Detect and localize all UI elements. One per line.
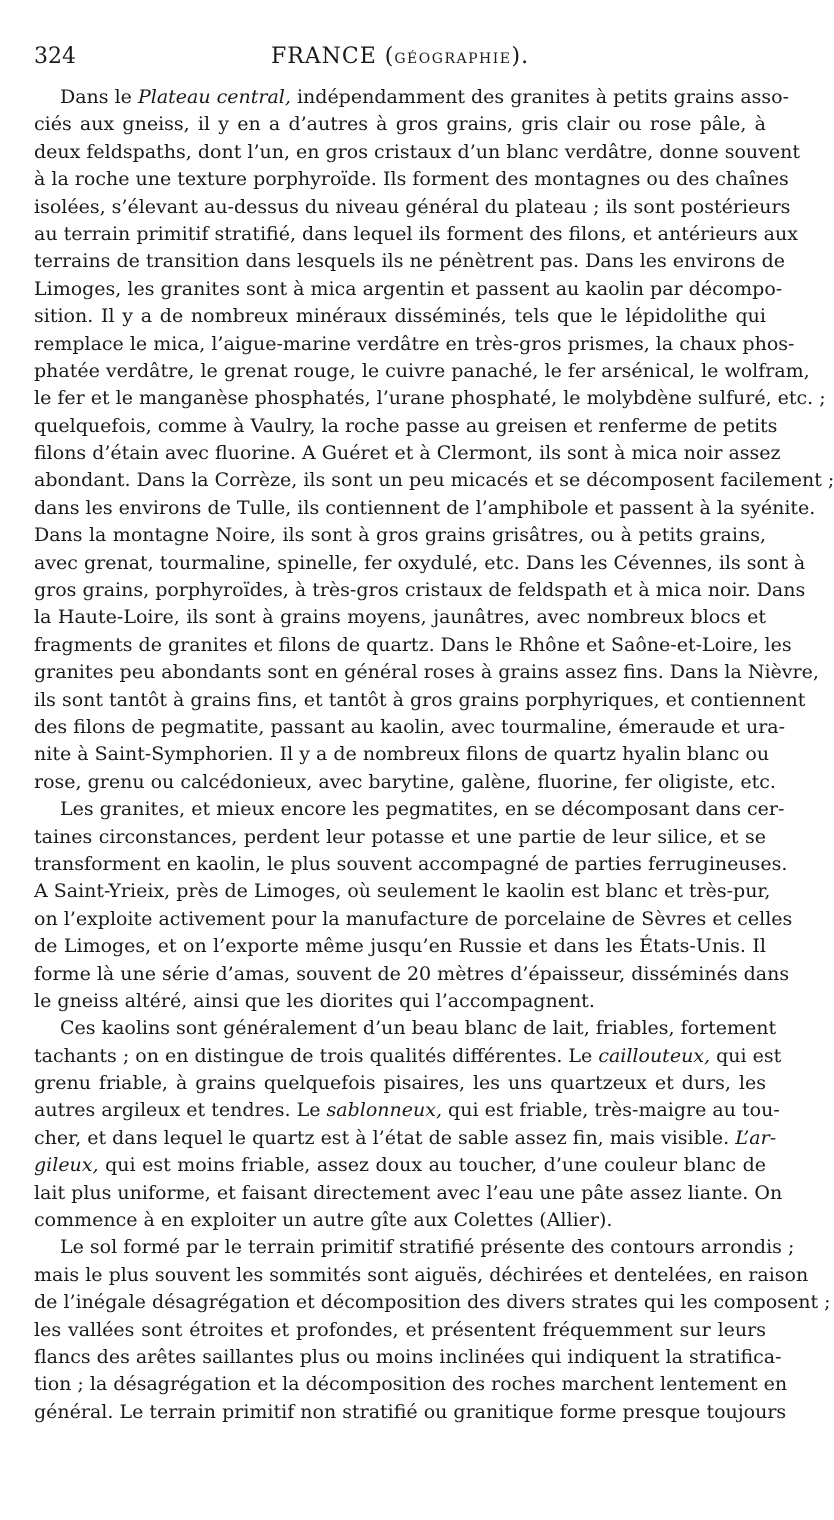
text-line <box>34 604 766 631</box>
text-segment: les vallées sont étroites et profondes, et présentent fréquemment sur leurs <box>34 1318 766 1341</box>
text-line <box>34 1262 809 1289</box>
running-head-subtitle: GÉOGRAPHIE <box>394 51 512 67</box>
text-segment: dans les environs de Tulle, ils contiennent de l’amphibole et passent à la syénite. <box>34 496 816 519</box>
text-segment: deux feldspaths, dont l’un, en gros cristaux d’un blanc verdâtre, donne souvent <box>34 140 800 163</box>
text-line <box>34 522 766 549</box>
italic-term: L’ar- <box>735 1126 777 1149</box>
text-segment: grenu friable, à grains quelquefois pisaires, les uns quartzeux et durs, les <box>34 1072 766 1095</box>
text-line <box>34 166 789 193</box>
text-line <box>34 111 766 138</box>
text-segment: avec grenat, tourmaline, spinelle, fer oxydulé, etc. Dans les Cévennes, ils sont à <box>34 551 806 574</box>
text-line <box>34 1043 782 1070</box>
text-segment: qui est <box>710 1044 782 1067</box>
text-segment: de l’inégale désagrégation et décomposition des divers strates qui les composent ; <box>34 1291 831 1314</box>
text-line <box>34 84 790 111</box>
italic-term: gileux, <box>34 1154 99 1177</box>
text-line <box>34 988 766 1015</box>
text-segment: général. Le terrain primitif non stratifié ou granitique forme presque toujours <box>34 1400 787 1423</box>
text-line <box>34 1125 777 1152</box>
text-line <box>34 1152 766 1179</box>
text-segment: tion ; la désagrégation et la décomposition des roches marchent lentement en <box>34 1373 788 1396</box>
text-line <box>34 741 770 768</box>
text-segment: autres argileux et tendres. Le <box>34 1099 327 1122</box>
text-line <box>34 714 786 741</box>
text-segment: le gneiss altéré, ainsi que les diorites qui l’accompagnent. <box>34 989 595 1012</box>
text-line <box>34 440 781 467</box>
page-header <box>34 44 766 78</box>
text-line <box>34 1097 780 1124</box>
text-segment: rose, grenu ou calcédonieux, avec barytine, galène, fluorine, fer oligiste, etc. <box>34 770 776 793</box>
text-segment: ciés aux gneiss, il y en a d’autres à gros grains, gris clair ou rose pâle, à <box>34 113 766 136</box>
text-line <box>34 769 776 796</box>
text-line <box>34 632 792 659</box>
text-segment: commence à en exploiter un autre gîte aux Colettes (Allier). <box>34 1209 613 1232</box>
text-segment: cher, et dans lequel le quartz est à l’état de sable assez fin, mais visible. <box>34 1126 736 1149</box>
text-line <box>34 1289 831 1316</box>
text-line <box>34 221 798 248</box>
text-line <box>34 139 800 166</box>
text-segment: des filons de pegmatite, passant au kaolin, avec tourmaline, émeraude et ura- <box>34 715 786 738</box>
running-head-title: FRANCE <box>270 44 377 69</box>
text-segment: terrains de transition dans lesquels ils ne pénètrent pas. Dans les environs de <box>34 250 786 273</box>
text-segment: gros grains, porphyroïdes, à très-gros cristaux de feldspath et à mica noir. Dans <box>34 579 806 602</box>
text-segment: isolées, s’élevant au-dessus du niveau général du plateau ; ils sont postérieurs <box>34 195 791 218</box>
text-line <box>34 331 795 358</box>
text-segment: quelquefois, comme à Vaulry, la roche passe au greisen et renferme de petits <box>34 414 778 437</box>
text-line <box>34 276 783 303</box>
text-segment: qui est friable, très-maigre au tou- <box>442 1099 780 1122</box>
text-line <box>34 194 791 221</box>
text-segment: taines circonstances, perdent leur potasse et une partie de leur silice, et se <box>34 825 766 848</box>
text-line <box>34 303 766 330</box>
text-segment: A Saint-Yrieix, près de Limoges, où seulement le kaolin est blanc et très-pur, <box>34 880 771 903</box>
text-line <box>34 1371 788 1398</box>
text-segment: forme là une série d’amas, souvent de 20 mètres d’épaisseur, disséminés dans <box>34 962 790 985</box>
text-segment: nite à Saint-Symphorien. Il y a de nombreux filons de quartz hyalin blanc ou <box>34 743 770 766</box>
text-segment: remplace le mica, l’aigue-marine verdâtre en très-gros prismes, la chaux phos- <box>34 332 795 355</box>
text-line <box>34 1070 766 1097</box>
text-segment: abondant. Dans la Corrèze, ils sont un peu micacés et se décomposent facilement ; <box>34 469 834 492</box>
text-segment: filons d’étain avec fluorine. A Guéret et à Clermont, ils sont à mica noir assez <box>34 442 781 465</box>
text-segment: la Haute-Loire, ils sont à grains moyens, jaunâtres, avec nombreux blocs et <box>34 606 766 629</box>
text-line <box>34 1399 787 1426</box>
text-segment: transforment en kaolin, le plus souvent accompagné de parties ferrugineuses. <box>34 852 788 875</box>
text-line <box>34 495 816 522</box>
page-number: 324 <box>34 44 76 69</box>
italic-term: caillouteux, <box>598 1044 711 1067</box>
text-segment: fragments de granites et filons de quartz. Dans le Rhône et Saône-et-Loire, les <box>34 633 792 656</box>
text-line <box>34 385 826 412</box>
text-line <box>34 824 766 851</box>
text-line <box>34 358 810 385</box>
text-line <box>34 1317 766 1344</box>
text-segment: mais le plus souvent les sommités sont aiguës, déchirées et dentelées, en raison <box>34 1263 809 1286</box>
body-text <box>34 84 834 1426</box>
text-segment: Le sol formé par le terrain primitif stratifié présente des contours arrondis ; <box>60 1236 795 1259</box>
text-segment: granites peu abondants sont en général roses à grains assez fins. Dans la Nièvre, <box>34 661 819 684</box>
text-line <box>34 467 834 494</box>
text-line <box>34 1015 777 1042</box>
text-segment: Les granites, et mieux encore les pegmatites, en se décomposant dans cer- <box>60 798 785 821</box>
text-segment: phatée verdâtre, le grenat rouge, le cuivre panaché, le fer arsénical, le wolfram, <box>34 359 810 382</box>
text-line <box>34 413 778 440</box>
text-segment: on l’exploite activement pour la manufacture de porcelaine de Sèvres et celles <box>34 907 793 930</box>
text-line <box>34 577 806 604</box>
running-head <box>34 44 766 69</box>
text-segment: le fer et le manganèse phosphatés, l’urane phosphaté, le molybdène sulfuré, etc. ; <box>34 387 826 410</box>
text-line <box>34 796 785 823</box>
text-segment: à la roche une texture porphyroïde. Ils forment des montagnes ou des chaînes <box>34 168 789 191</box>
text-line <box>34 878 771 905</box>
text-segment: tachants ; on en distingue de trois qualités différentes. Le <box>34 1044 599 1067</box>
text-line <box>34 961 790 988</box>
text-line <box>34 933 766 960</box>
text-segment: Dans la montagne Noire, ils sont à gros grains grisâtres, ou à petits grains, <box>34 524 766 547</box>
text-line <box>34 550 806 577</box>
text-segment: de Limoges, et on l’exporte même jusqu’en Russie et dans les États-Unis. Il <box>34 935 766 958</box>
running-head-close: ). <box>511 44 530 69</box>
text-segment: lait plus uniforme, et faisant directement avec l’eau une pâte assez liante. On <box>34 1181 783 1204</box>
text-line <box>34 1180 783 1207</box>
text-line <box>34 906 793 933</box>
text-line <box>34 851 788 878</box>
running-head-open: ( <box>376 44 395 69</box>
text-line <box>34 687 806 714</box>
text-line <box>34 1344 782 1371</box>
text-segment: indépendamment des granites à petits grains asso- <box>290 86 790 108</box>
text-line <box>34 1234 795 1261</box>
text-line <box>34 659 819 686</box>
text-segment: au terrain primitif stratifié, dans lequel ils forment des filons, et antérieurs aux <box>34 222 798 245</box>
text-line <box>34 248 786 275</box>
text-segment: Limoges, les granites sont à mica argentin et passent au kaolin par décompo- <box>34 277 783 300</box>
text-segment: flancs des arêtes saillantes plus ou moins inclinées qui indiquent la stratifica- <box>34 1345 782 1368</box>
text-segment: qui est moins friable, assez doux au toucher, d’une couleur blanc de <box>98 1154 766 1177</box>
italic-term: sablonneux, <box>326 1099 443 1122</box>
text-segment: ils sont tantôt à grains fins, et tantôt à gros grains porphyriques, et contiennent <box>34 688 806 711</box>
italic-term: Plateau central, <box>137 86 291 108</box>
text-line <box>34 1207 766 1234</box>
text-segment: sition. Il y a de nombreux minéraux disséminés, tels que le lépidolithe qui <box>34 305 766 328</box>
text-segment: Dans le <box>60 86 138 108</box>
text-segment: Ces kaolins sont généralement d’un beau blanc de lait, friables, fortement <box>60 1017 777 1040</box>
